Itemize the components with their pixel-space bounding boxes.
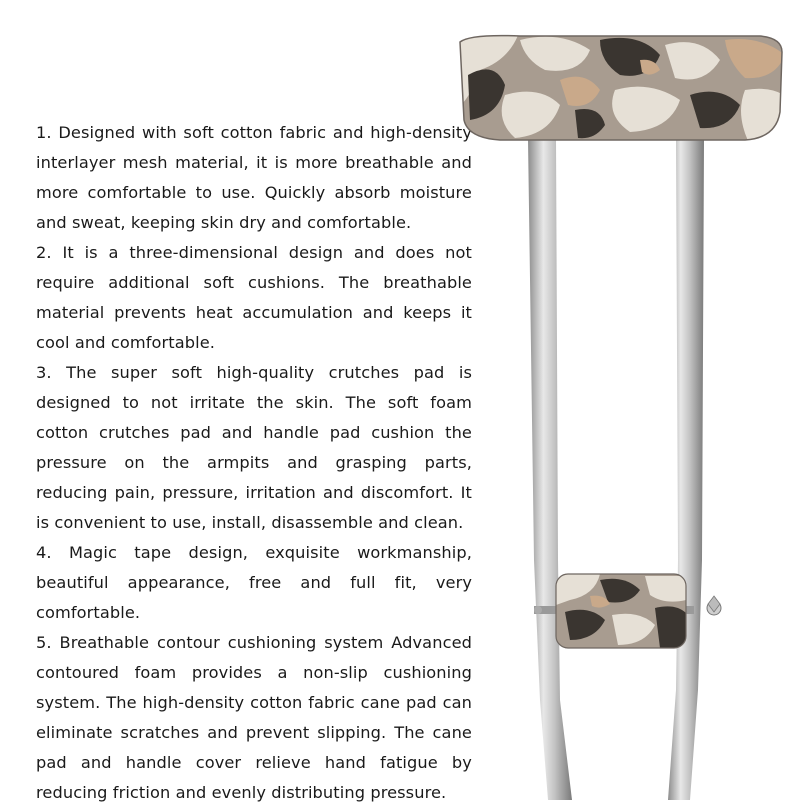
feature-item-4: 4. Magic tape design, exquisite workmanship, beautiful appearance, free and full fit, very comfortable.: [36, 543, 472, 622]
feature-item-3: 3. The super soft high-quality crutches pad is designed to not irritate the skin. The soft foam cotton crutches pad and handle pad cushion the pressure on the armpits and grasping parts, reducing pain, pressure, irritation and discomfort. It is convenient to use, install, disassemble and clean.: [36, 363, 472, 532]
left-crutch-pole: [528, 138, 572, 800]
handle-pad: [556, 574, 690, 648]
product-description: [36, 118, 472, 808]
feature-item-2: 2. It is a three-dimensional design and does not require additional soft cushions. The breathable material prevents heat accumulation and keeps it cool and comfortable.: [36, 243, 472, 352]
right-crutch-pole: [668, 138, 704, 800]
feature-item-5: 5. Breathable contour cushioning system Advanced contoured foam provides a non-slip cushioning system. The high-density cotton fabric cane pad can eliminate scratches and prevent slipping. The cane pad and handle cover relieve hand fatigue by reducing friction and evenly distributing pressure.: [36, 633, 472, 802]
underarm-pad: [455, 30, 790, 145]
feature-item-1: 1. Designed with soft cotton fabric and high-density interlayer mesh material, it is more breathable and more comfortable to use. Quickly absorb moisture and sweat, keeping skin dry and comfortable.: [36, 123, 472, 232]
crutch-product-image: [440, 0, 800, 800]
